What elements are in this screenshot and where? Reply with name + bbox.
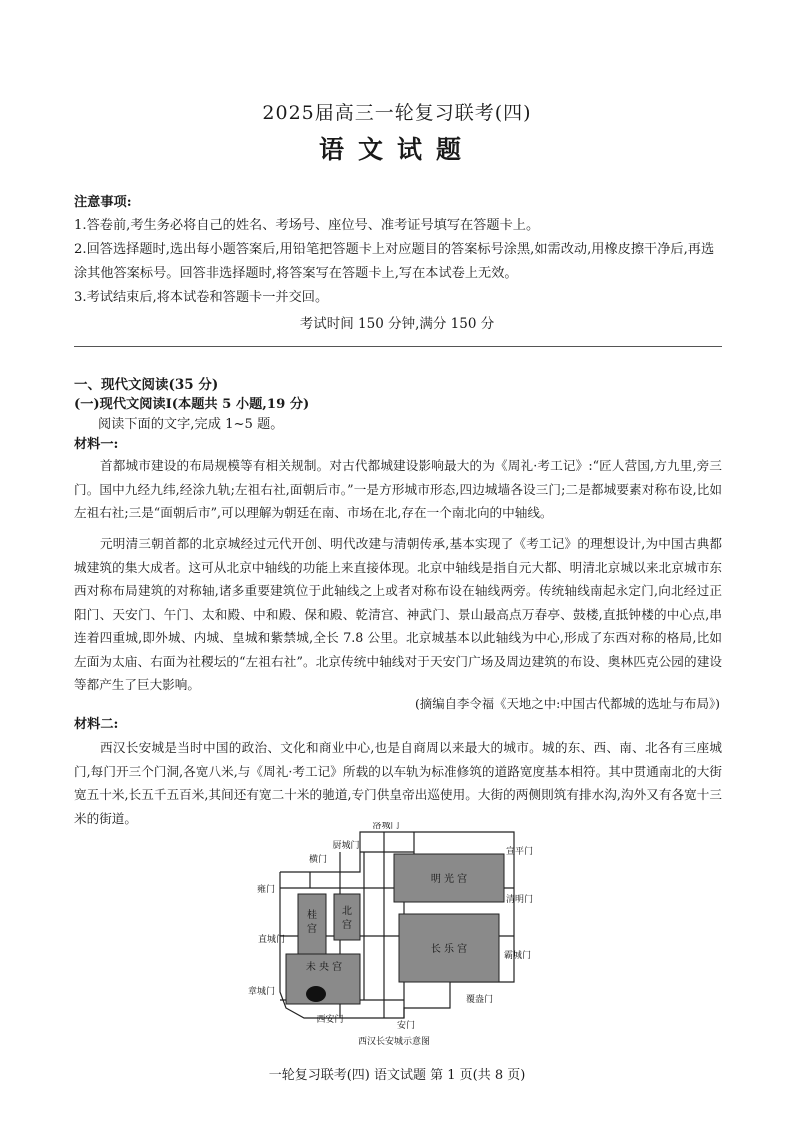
material2-label: 材料二:: [74, 717, 119, 732]
subject-title: 语文试题: [318, 135, 475, 164]
material1-paragraph-1: 首都城市建设的布局规模等有相关规制。对古代都城建设影响最大的为《周礼·考工记》:“匠人营国,方九里,旁三门。国中九经九纬,经涂九轨;左祖右社,面朝后市。”一是方形城市形态,四边城墙各设三门;二是都城要素对称布设,比如左祖右社;三是“面朝后市”,可以理解为朝廷在南、市场在北,存在一个南北向的中轴线。: [74, 458, 722, 520]
gate-bacheng: 霸城门: [504, 951, 532, 961]
gate-luocheng: 洛城门: [372, 822, 400, 831]
notice-heading: 注意事项:: [74, 195, 132, 210]
changan-city-map: [244, 822, 544, 1048]
divider: [74, 346, 722, 347]
palace-bei: [334, 894, 360, 940]
material1-paragraph-2: 元明清三朝首都的北京城经过元代开创、明代改建与清朝传承,基本实现了《考工记》的理想设计,为中国古典都城建筑的集大成者。这可从北京中轴线的功能上来直接体现。北京中轴线是指自元大都、明清北京城以来北京城市东西对称布局建筑的对称轴,诸多重要建筑位于此轴线之上或者对称布设在轴线两旁。传统轴线南起永定门,向北经过正阳门、天安门、午门、太和殿、中和殿、保和殿、乾清宫、神武门、景山最高点万春亭、鼓楼,直抵钟楼的中心点,串连着四重城,即外城、内城、皇城和紫禁城,全长 7.8 公里。北京城基本以此轴线为中心,形成了东西对称的格局,比如左面为太庙、右面为社稷坛的“左祖右社”。北京传统中轴线对于天安门广场及周边建筑的布设、奥林匹克公园的建设等都产生了巨大影响。: [74, 536, 722, 692]
label-weiyang: 未 央 宫: [305, 962, 343, 973]
gate-anmen: 安门: [396, 1021, 416, 1031]
gate-qingming: 清明门: [506, 895, 534, 905]
material1-source: (摘编自李令福《天地之中:中国古代都城的选址与布局》): [414, 696, 720, 711]
material1-label: 材料一:: [74, 437, 119, 452]
exam-title: 2025届高三一轮复习联考(四): [262, 102, 532, 124]
label-bei-2: 宫: [342, 920, 352, 931]
label-bei-1: 北: [342, 906, 352, 917]
label-mingguang: 明 光 宫: [430, 874, 468, 885]
gate-chucheng: 厨城门: [332, 841, 360, 851]
label-changle: 长 乐 宫: [430, 944, 468, 955]
notice-item-1: 1.答卷前,考生务必将自己的姓名、考场号、座位号、准考证号填写在答题卡上。: [74, 218, 540, 233]
label-gui-2: 宫: [307, 924, 317, 935]
page-footer: 一轮复习联考(四) 语文试题 第 1 页(共 8 页): [268, 1068, 526, 1083]
weiyang-pond: [306, 986, 326, 1002]
gate-xuanping: 宣平门: [506, 847, 534, 857]
gate-ximen: 西安门: [316, 1015, 344, 1025]
gate-zhangcheng: 章城门: [248, 987, 276, 997]
section-title: 一、现代文阅读(35 分): [74, 377, 219, 393]
material2-paragraph-1: 西汉长安城是当时中国的政治、文化和商业中心,也是自商周以来最大的城市。城的东、西、南、北各有三座城门,每门开三个门洞,各宽八米,与《周礼·考工记》所载的以车轨为标准修筑的道路宽度基本相符。其中贯通南北的大街宽五十米,长五千五百米,其间还有宽二十米的驰道,专门供皇帝出巡使用。大街的两侧則筑有排水沟,沟外又有各宽十三米的街道。: [74, 740, 722, 826]
gate-zhicheng: 直城门: [258, 935, 286, 945]
time-info: 考试时间 150 分钟,满分 150 分: [299, 316, 495, 332]
notice-item-2: 2.回答选择题时,选出每小题答案后,用铅笔把答题卡上对应题目的答案标号涂黑,如需改动,用橡皮擦干净后,再选涂其他答案标号。回答非选择题时,将答案写在答题卡上,写在本试卷上无效。: [74, 242, 715, 281]
gate-fuang: 覆盎门: [466, 995, 494, 1005]
gate-yongmen: 雍门: [256, 885, 276, 895]
label-gui-1: 桂: [307, 910, 317, 921]
map-caption: 西汉长安城示意图: [357, 1037, 431, 1047]
gate-hengmen: 横门: [308, 855, 328, 865]
instruction: 阅读下面的文字,完成 1~5 题。: [98, 417, 284, 432]
subsection-title: (一)现代文阅读Ⅰ(本题共 5 小题,19 分): [74, 397, 310, 412]
notice-item-3: 3.考试结束后,将本试卷和答题卡一并交回。: [74, 290, 329, 305]
